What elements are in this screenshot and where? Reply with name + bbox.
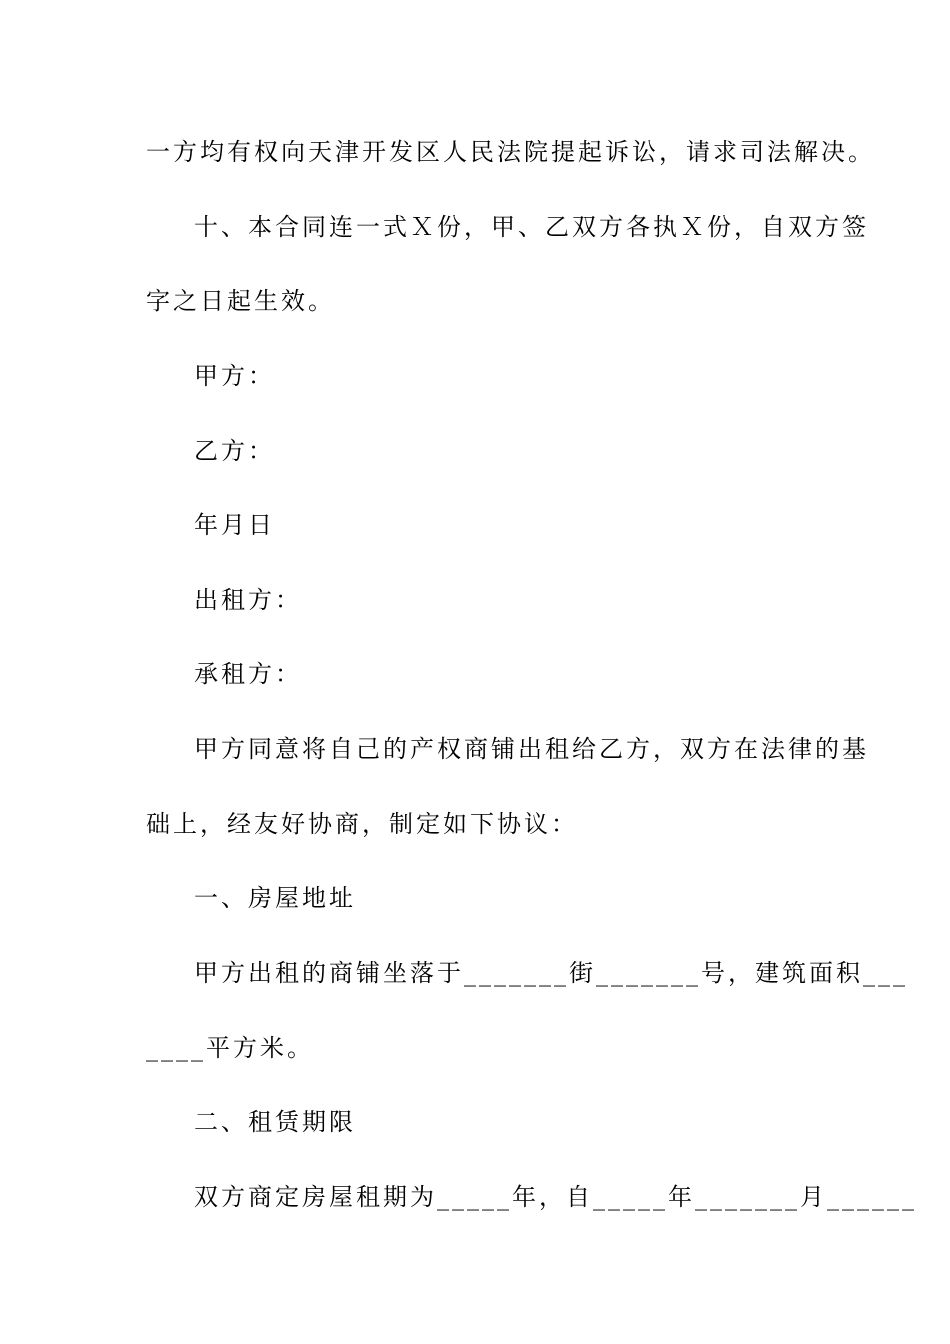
lessee-label: 承租方： — [194, 660, 302, 688]
paragraph-line: 一方均有权向天津开发区人民法院提起诉讼，请求司法解决。 — [146, 138, 875, 166]
paragraph-line: 础上，经友好协商，制定如下协议： — [146, 810, 578, 838]
paragraph-line: 十、本合同连一式Ｘ份，甲、乙双方各执Ｘ份，自双方签 — [194, 213, 869, 241]
paragraph-line: 字之日起生效。 — [146, 287, 335, 315]
paragraph-line: 甲方出租的商铺坐落于_______街_______号，建筑面积___ — [194, 959, 908, 987]
date-label: 年月日 — [194, 511, 275, 539]
section-heading: 二、租赁期限 — [194, 1108, 356, 1136]
party-a-label: 甲方： — [194, 362, 275, 390]
paragraph-line: 双方商定房屋租期为_____年，自_____年_______月______ — [194, 1183, 917, 1211]
section-heading: 一、房屋地址 — [194, 884, 356, 912]
paragraph-line: ____平方米。 — [146, 1034, 314, 1062]
lessor-label: 出租方： — [194, 586, 302, 614]
party-b-label: 乙方： — [194, 437, 275, 465]
paragraph-line: 甲方同意将自己的产权商铺出租给乙方，双方在法律的基 — [194, 735, 869, 763]
